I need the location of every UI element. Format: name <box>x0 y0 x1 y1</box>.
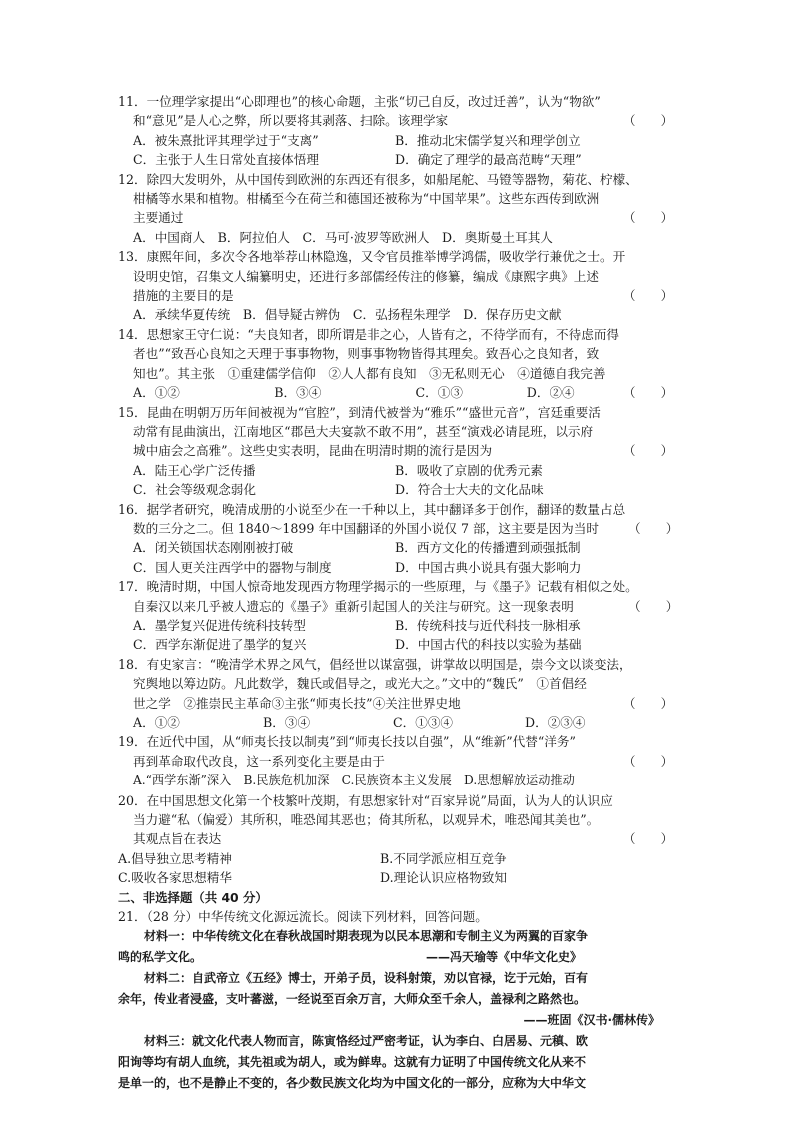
question-20-stem-line-1: 20．在中国思想文化第一个枝繁叶茂期，有思想家针对“百家异说”局面，认为人的认识应 <box>118 792 613 808</box>
option-c: C．①③ <box>415 385 463 401</box>
material-2-source: ——班固《汉书·儒林传》 <box>523 1013 660 1028</box>
material-3-line-3: 是单一的，也不是静止不变的，各少数民族文化均为中国文化的一部分，应称为大中华文 <box>118 1076 587 1091</box>
answer-blank: （ ） <box>622 288 674 304</box>
question-19-stem-line-2: 再到革命取代改良，这一系列变化主要是由于 <box>133 753 385 769</box>
question-15 <box>118 403 678 500</box>
question-19-stem-line-1: 19．在近代中国，从“师夷长技以制夷”到“师夷长技以自强”，从“维新”代替“洋务” <box>118 734 576 750</box>
option-b: B．推动北宋儒学复兴和理学创立 <box>395 132 581 148</box>
option-c: C．主张于人生日常处直接体悟理 <box>133 152 319 168</box>
question-16-stem-line-2: 数的三分之二。但 1840～1899 年中国翻译的外国小说仅 7 部，这主要是因为当时 <box>133 520 599 536</box>
question-12 <box>118 170 678 248</box>
question-16-stem-line-1: 16．据学者研究，晚清成册的小说至少在一千种以上，其中翻译多于创作，翻译的数量占总 <box>118 501 626 517</box>
material-3 <box>118 1031 678 1094</box>
question-14-stem-line-1: 14．思想家王守仁说：“夫良知者，即所谓是非之心，人皆有之，不待学而有，不待虑而得 <box>118 326 620 342</box>
question-18-stem-line-2: 究舆地以筹边防。凡此数学，魏氏或倡导之，或光大之。”文中的“魏氏” ①首倡经 <box>133 676 587 692</box>
option-d: D．确定了理学的最高范畴“天理” <box>395 152 582 168</box>
material-2-line-2: 余年，传业者浸盛，支叶蕃滋，一经说至百余万言，大师众至千余人，盖禄利之路然也。 <box>118 992 587 1007</box>
option-a: A．陆王心学广泛传播 <box>133 462 256 478</box>
option-b: B．西方文化的传播遭到顽强抵制 <box>395 540 581 556</box>
option-a: A．①② <box>133 715 180 730</box>
material-2-line-1: 材料二：自武帝立《五经》博士，开弟子员，设科射策，劝以官禄，讫于元始，百有 <box>144 971 589 986</box>
answer-blank: （ ） <box>622 210 674 226</box>
option-b: B．③④ <box>274 385 322 401</box>
question-17-stem-line-2: 自秦汉以来几乎被人遗忘的《墨子》重新引起国人的关注与研究。这一现象表明 <box>133 598 574 614</box>
question-20 <box>118 791 678 888</box>
option-c: C．社会等级观念弱化 <box>133 482 256 498</box>
option-a: A.倡导独立思考精神 <box>118 850 232 866</box>
question-14-stem-line-2: 者也”“致吾心良知之天理于事事物物，则事事物物皆得其理矣。致吾心之良知者，致 <box>133 346 600 362</box>
option-d: D．中国古代的科技以实验为基础 <box>395 637 582 653</box>
answer-blank: （ ） <box>622 831 674 847</box>
answer-blank: （ ） <box>622 443 674 459</box>
option-d: D．②③④ <box>525 715 586 730</box>
question-18-stem-line-1: 18．有史家言：“晚清学术界之风气，倡经世以谋富强，讲掌故以明国是，崇今文以谈变法， <box>118 656 632 672</box>
question-20-stem-line-3: 其观点旨在表达 <box>133 831 222 847</box>
material-1-line-1: 材料一：中华传统文化在春秋战国时期表现为以民本思潮和专制主义为两翼的百家争 <box>144 929 589 944</box>
question-14 <box>118 325 678 403</box>
option-b: B．③④ <box>263 715 311 730</box>
question-15-stem-line-1: 15．昆曲在明朝万历年间被视为“官腔”，到清代被誉为“雅乐”“盛世元音”，宫廷重要活 <box>118 404 601 420</box>
option-b: B．吸收了京剧的优秀元素 <box>395 462 543 478</box>
question-12-stem-line-3: 主要通过 <box>133 210 184 226</box>
question-18 <box>118 655 678 733</box>
option-d: D．中国古典小说具有强大影响力 <box>395 559 582 575</box>
answer-blank: （ ） <box>622 753 674 769</box>
answer-blank: （ ） <box>622 385 674 401</box>
question-19 <box>118 732 678 790</box>
question-21-intro: 21．（28 分）中华传统文化源远流长。阅读下列材料，回答问题。 <box>118 909 488 925</box>
question-12-stem-line-1: 12．除四大发明外，从中国传到欧洲的东西还有很多，如船尾舵、马镫等器物，菊花、柠檬、 <box>118 171 638 187</box>
option-a: A．①② <box>133 385 180 401</box>
question-11-stem-line-2: 和“意见”是人心之弊，所以要将其剥落、扫除。该理学家 <box>133 113 449 129</box>
option-d: D.理论认识应格物致知 <box>380 870 507 886</box>
question-15-stem-line-2: 动常有昆曲演出，江南地区“郡邑大夫宴款不敢不用”，甚至“演戏必请昆班，以示府 <box>133 423 594 439</box>
answer-blank: （ ） <box>622 113 674 129</box>
question-12-stem-line-2: 柑橘等水果和植物。柑橘至今在荷兰和德国还被称为“中国苹果”。这些东西传到欧洲 <box>133 191 600 207</box>
option-c: C．国人更关注西学中的器物与制度 <box>133 559 332 575</box>
question-13 <box>118 247 678 325</box>
question-14-stem-line-3: 知也”。其主张 ①重建儒学信仰 ②人人都有良知 ③无私则无心 ④道德自我完善 <box>133 365 606 381</box>
option-b: B．传统科技与近代科技一脉相承 <box>395 617 581 633</box>
option-c: C．西学东渐促进了墨学的复兴 <box>133 637 307 653</box>
material-1-line-2: 鸣的私学文化。 <box>118 950 203 965</box>
question-11 <box>118 92 678 170</box>
answer-blank: （ ） <box>628 520 679 536</box>
exam-page <box>118 92 678 1094</box>
question-12-options: A．中国商人 B．阿拉伯人 C．马可·波罗等欧洲人 D．奥斯曼土耳其人 <box>133 229 553 245</box>
section-heading: 二、非选择题（共 40 分） <box>118 889 268 905</box>
question-19-options: A.“西学东渐”深入 B.民族危机加深 C.民族资本主义发展 D.思想解放运动推动 <box>133 773 575 788</box>
question-13-options: A．承续华夏传统 B．倡导疑古辨伪 C．弘扬程朱理学 D．保存历史文献 <box>133 307 562 323</box>
question-17 <box>118 577 678 655</box>
question-16 <box>118 500 678 578</box>
question-13-stem-line-1: 13．康熙年间，多次令各地举荐山林隐逸，又令官员推举博学鸿儒，吸收学行兼优之士。开 <box>118 249 626 265</box>
option-a: A．闭关锁国状态刚刚被打破 <box>133 540 294 556</box>
material-3-line-1: 材料三：就文化代表人物而言，陈寅恪经过严密考证，认为李白、白居易、元稹、欧 <box>144 1034 589 1049</box>
option-a: A．被朱熹批评其理学过于“支离” <box>133 132 319 148</box>
material-3-line-2: 阳询等均有胡人血统，其先祖或为胡人，或为鲜卑。这就有力证明了中国传统文化从来不 <box>118 1055 587 1070</box>
question-13-stem-line-2: 设明史馆，召集文人编纂明史，还进行多部儒经传注的修纂，编成《康熙字典》上述 <box>133 268 599 284</box>
option-d: D．②④ <box>526 385 575 401</box>
question-15-stem-line-3: 城中庙会之高雅”。这些史实表明，昆曲在明清时期的流行是因为 <box>133 443 493 459</box>
option-a: A．墨学复兴促进传统科技转型 <box>133 617 306 633</box>
question-18-stem-line-3: 世之学 ②推崇民主革命③主张“师夷长技”④关注世界史地 <box>133 695 461 711</box>
material-2 <box>118 968 678 1031</box>
option-c: C.吸收各家思想精华 <box>118 870 232 886</box>
question-20-stem-line-2: 当力避“私（偏爱）其所积，唯恐闻其恶也；倚其所私，以观异术，唯恐闻其美也”。 <box>133 812 600 828</box>
material-1-source: ——冯天瑜等《中华文化史》 <box>425 950 582 965</box>
option-d: D．符合士大夫的文化品味 <box>395 482 544 498</box>
option-b: B.不同学派应相互竞争 <box>380 850 507 866</box>
question-17-stem-line-1: 17．晚清时期，中国人惊奇地发现西方物理学揭示的一些原理，与《墨子》记载有相似之处。 <box>118 579 638 595</box>
question-21 <box>118 907 678 1094</box>
material-1 <box>118 926 678 968</box>
question-13-stem-line-3: 措施的主要目的是 <box>133 288 234 304</box>
answer-blank: （ ） <box>628 598 679 614</box>
answer-blank: （ ） <box>622 695 674 711</box>
question-11-stem-line-1: 11．一位理学家提出“心即理也”的核心命题，主张“切己自反，改过迁善”，认为“物欲” <box>118 94 601 109</box>
option-c: C．①③④ <box>393 715 454 730</box>
